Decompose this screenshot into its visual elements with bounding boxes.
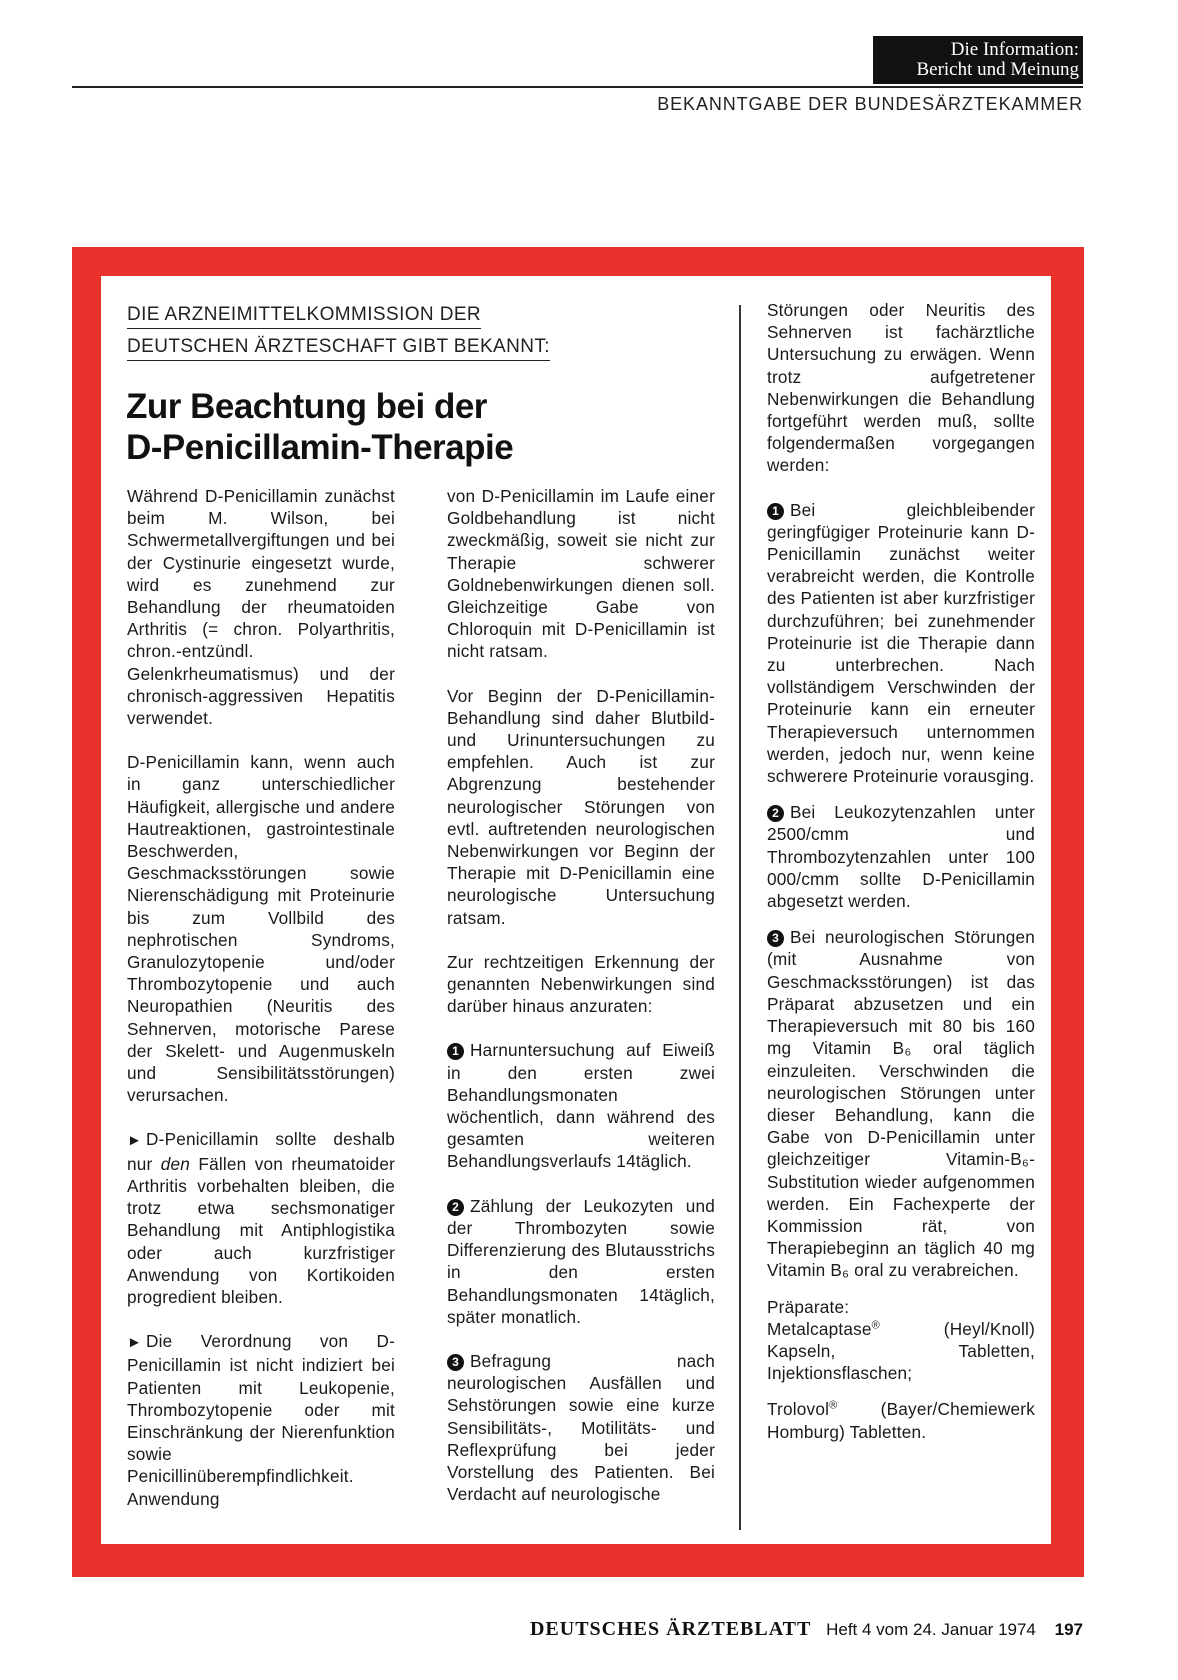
title-line-1: Zur Beachtung bei der (126, 387, 487, 426)
paragraph: Zur rechtzeitigen Erkennung der genannten Nebenwirkungen sind darüber hinaus anzuraten: (447, 951, 715, 1017)
triangle-bullet-icon: ► (127, 1132, 143, 1150)
preparation-entry: Trolovol® (Bayer/Chemiewerk Homburg) Tabletten. (767, 1399, 1035, 1442)
text-column-3 (767, 299, 1035, 1465)
preparations-list: Präparate: Metalcaptase® (Heyl/Knoll) Kapseln, Tabletten, Injektionsflaschen; (767, 1296, 1035, 1384)
number-3-icon: 3 (447, 1354, 464, 1371)
paragraph: Während D-Penicillamin zunächst beim M. Wilson, bei Schwermetallvergiftungen und bei der Cystinurie eingesetzt wurde, wird es zunehmend zur Behandlung der rheumatoiden Arthritis (= chron. Polyarthritis, chron.-entzündl. Gelenkrheumatismus) und der chronisch-aggressiven Hepatitis verwendet. (127, 486, 395, 729)
page-footer (530, 1618, 1083, 1641)
header-rule (72, 86, 1083, 88)
kicker-line-1: DIE ARZNEIMITTELKOMMISSION DER (127, 302, 481, 329)
preparation-name: Trolovol (767, 1399, 830, 1420)
paragraph: D-Penicillamin kann, wenn auch in ganz unterschiedlicher Häufigkeit, allergische und andere Hautreaktionen, gastrointestinale Beschwerden, Geschmacksstörungen sowie Nierenschädigung mit Proteinurie bis zum Vollbild des nephrotischen Syndroms, Granulozytopenie und/oder Thrombozytopenie und auch Neuropathien (Neuritis des Sehnerven, motorische Parese der Skelett- und Augenmuskeln und Sensibilitätsstörungen) verursachen. (127, 752, 395, 1106)
numbered-item: 3 Bei neurologischen Störungen (mit Ausnahme von Geschmacksstörungen) ist das Präparat abzusetzen und ein Therapieversuch mit 80 bis 160 mg Vitamin B₆ oral täglich einzuleiten. Verschwinden die neurologischen Störungen unter dieser Behandlung, kann die Gabe von D-Penicillamin unter gleichzeitiger Vitamin-B₆-Substitution wieder aufgenommen werden. Ein Fachexperte der Kommission rät, von Therapiebeginn an täglich 40 mg Vitamin B₆ oral zu verabreichen. (767, 927, 1035, 1281)
registered-mark: ® (829, 1399, 838, 1412)
article-title (126, 386, 596, 468)
emphasis: den (160, 1153, 191, 1174)
bullet-paragraph: ► D-Penicillamin sollte deshalb nur den Fällen von rheumatoider Arthritis vorbehalten bleiben, die trotz etwa sechsmonatiger Behandlung mit Antiphlogistika oder auch kurzfristiger Anwendung von Kortikoiden progredient bleiben. (127, 1129, 395, 1307)
kicker-line-2: DEUTSCHEN ÄRZTESCHAFT GIBT BEKANNT: (127, 334, 550, 361)
section-badge (873, 36, 1083, 84)
text-column-1 (127, 485, 395, 1532)
numbered-item: 1 Harnuntersuchung auf Eiweiß in den ersten zwei Behandlungsmonaten wöchentlich, dann während des gesamten weiteren Behandlungsverlaufs 14täglich. (447, 1040, 715, 1172)
number-1-icon: 1 (767, 503, 784, 520)
paragraph: Vor Beginn der D-Penicillamin-Behandlung sind daher Blutbild- und Urinuntersuchungen zu empfehlen. Auch ist zur Abgrenzung bestehender neurologischer Störungen von evtl. auftretenden neurologischen Nebenwirkungen vor Beginn der Therapie mit D-Penicillamin eine neurologische Untersuchung ratsam. (447, 685, 715, 928)
text-column-2 (447, 485, 715, 1527)
number-2-icon: 2 (447, 1199, 464, 1216)
paragraph: von D-Penicillamin im Laufe einer Goldbehandlung ist nicht zweckmäßig, soweit sie nicht zur Therapie schwerer Goldnebenwirkungen dienen soll. Gleichzeitige Gabe von Chloroquin mit D-Penicillamin ist nicht ratsam. (447, 486, 715, 662)
issue-info: Heft 4 vom 24. Januar 1974 (826, 1620, 1036, 1639)
numbered-item: 1 Bei gleichbleibender geringfügiger Proteinurie kann D-Penicillamin zunächst weiter verabreicht werden, die Kontrolle des Patienten ist aber kurzfristiger durchzuführen; bei zunehmender Proteinurie ist die Therapie dann zu unterbrechen. Nach vollständigem Verschwinden der Proteinurie kann ein erneuter Therapieversuch unternommen werden, jedoch nur, wenn keine schwerere Proteinurie vorausging. (767, 499, 1035, 787)
number-2-icon: 2 (767, 805, 784, 822)
preparation-name: Metalcaptase (767, 1318, 872, 1339)
column-divider (739, 305, 741, 1530)
article-kicker (127, 300, 597, 362)
numbered-item: 2 Bei Leukozytenzahlen unter 2500/cmm und Thrombozytenzahlen unter 100 000/cmm sollte D-Penicillamin abgesetzt werden. (767, 802, 1035, 912)
title-line-2: D-Penicillamin-Therapie (126, 428, 514, 467)
page-number: 197 (1054, 1620, 1083, 1639)
preparations-label: Präparate: (767, 1296, 850, 1317)
registered-mark: ® (871, 1319, 880, 1331)
paragraph: Störungen oder Neuritis des Sehnerven ist fachärztliche Untersuchung zu erwägen. Wenn trotz aufgetretener Nebenwirkungen die Behandlung fortgeführt werden muß, sollte folgendermaßen vorgegangen werden: (767, 300, 1035, 476)
number-1-icon: 1 (447, 1043, 464, 1060)
bullet-paragraph: ► Die Verordnung von D-Penicillamin ist nicht indiziert bei Patienten mit Leukopenie, Thrombozytopenie oder mit Einschränkung der Nierenfunktion sowie Penicillinüberempfindlichkeit. Anwendung (127, 1331, 395, 1509)
numbered-item: 2 Zählung der Leukozyten und der Thrombozyten sowie Differenzierung des Blutausstrichs in den ersten Behandlungsmonaten 14täglich, später monatlich. (447, 1195, 715, 1327)
announcement-heading: BEKANNTGABE DER BUNDESÄRZTEKAMMER (657, 94, 1083, 114)
magazine-name: DEUTSCHES ÄRZTEBLATT (529, 1618, 812, 1640)
numbered-item: 3 Befragung nach neurologischen Ausfällen und Sehstörungen sowie eine kurze Sensibilitäts-, Motilitäts- und Reflexprüfung bei jeder Vorstellung des Patienten. Bei Verdacht auf neurologische (447, 1350, 715, 1505)
badge-line-2: Bericht und Meinung (916, 59, 1079, 80)
number-3-icon: 3 (767, 930, 784, 947)
badge-line-1: Die Information: (950, 39, 1079, 60)
triangle-bullet-icon: ► (127, 1334, 143, 1352)
